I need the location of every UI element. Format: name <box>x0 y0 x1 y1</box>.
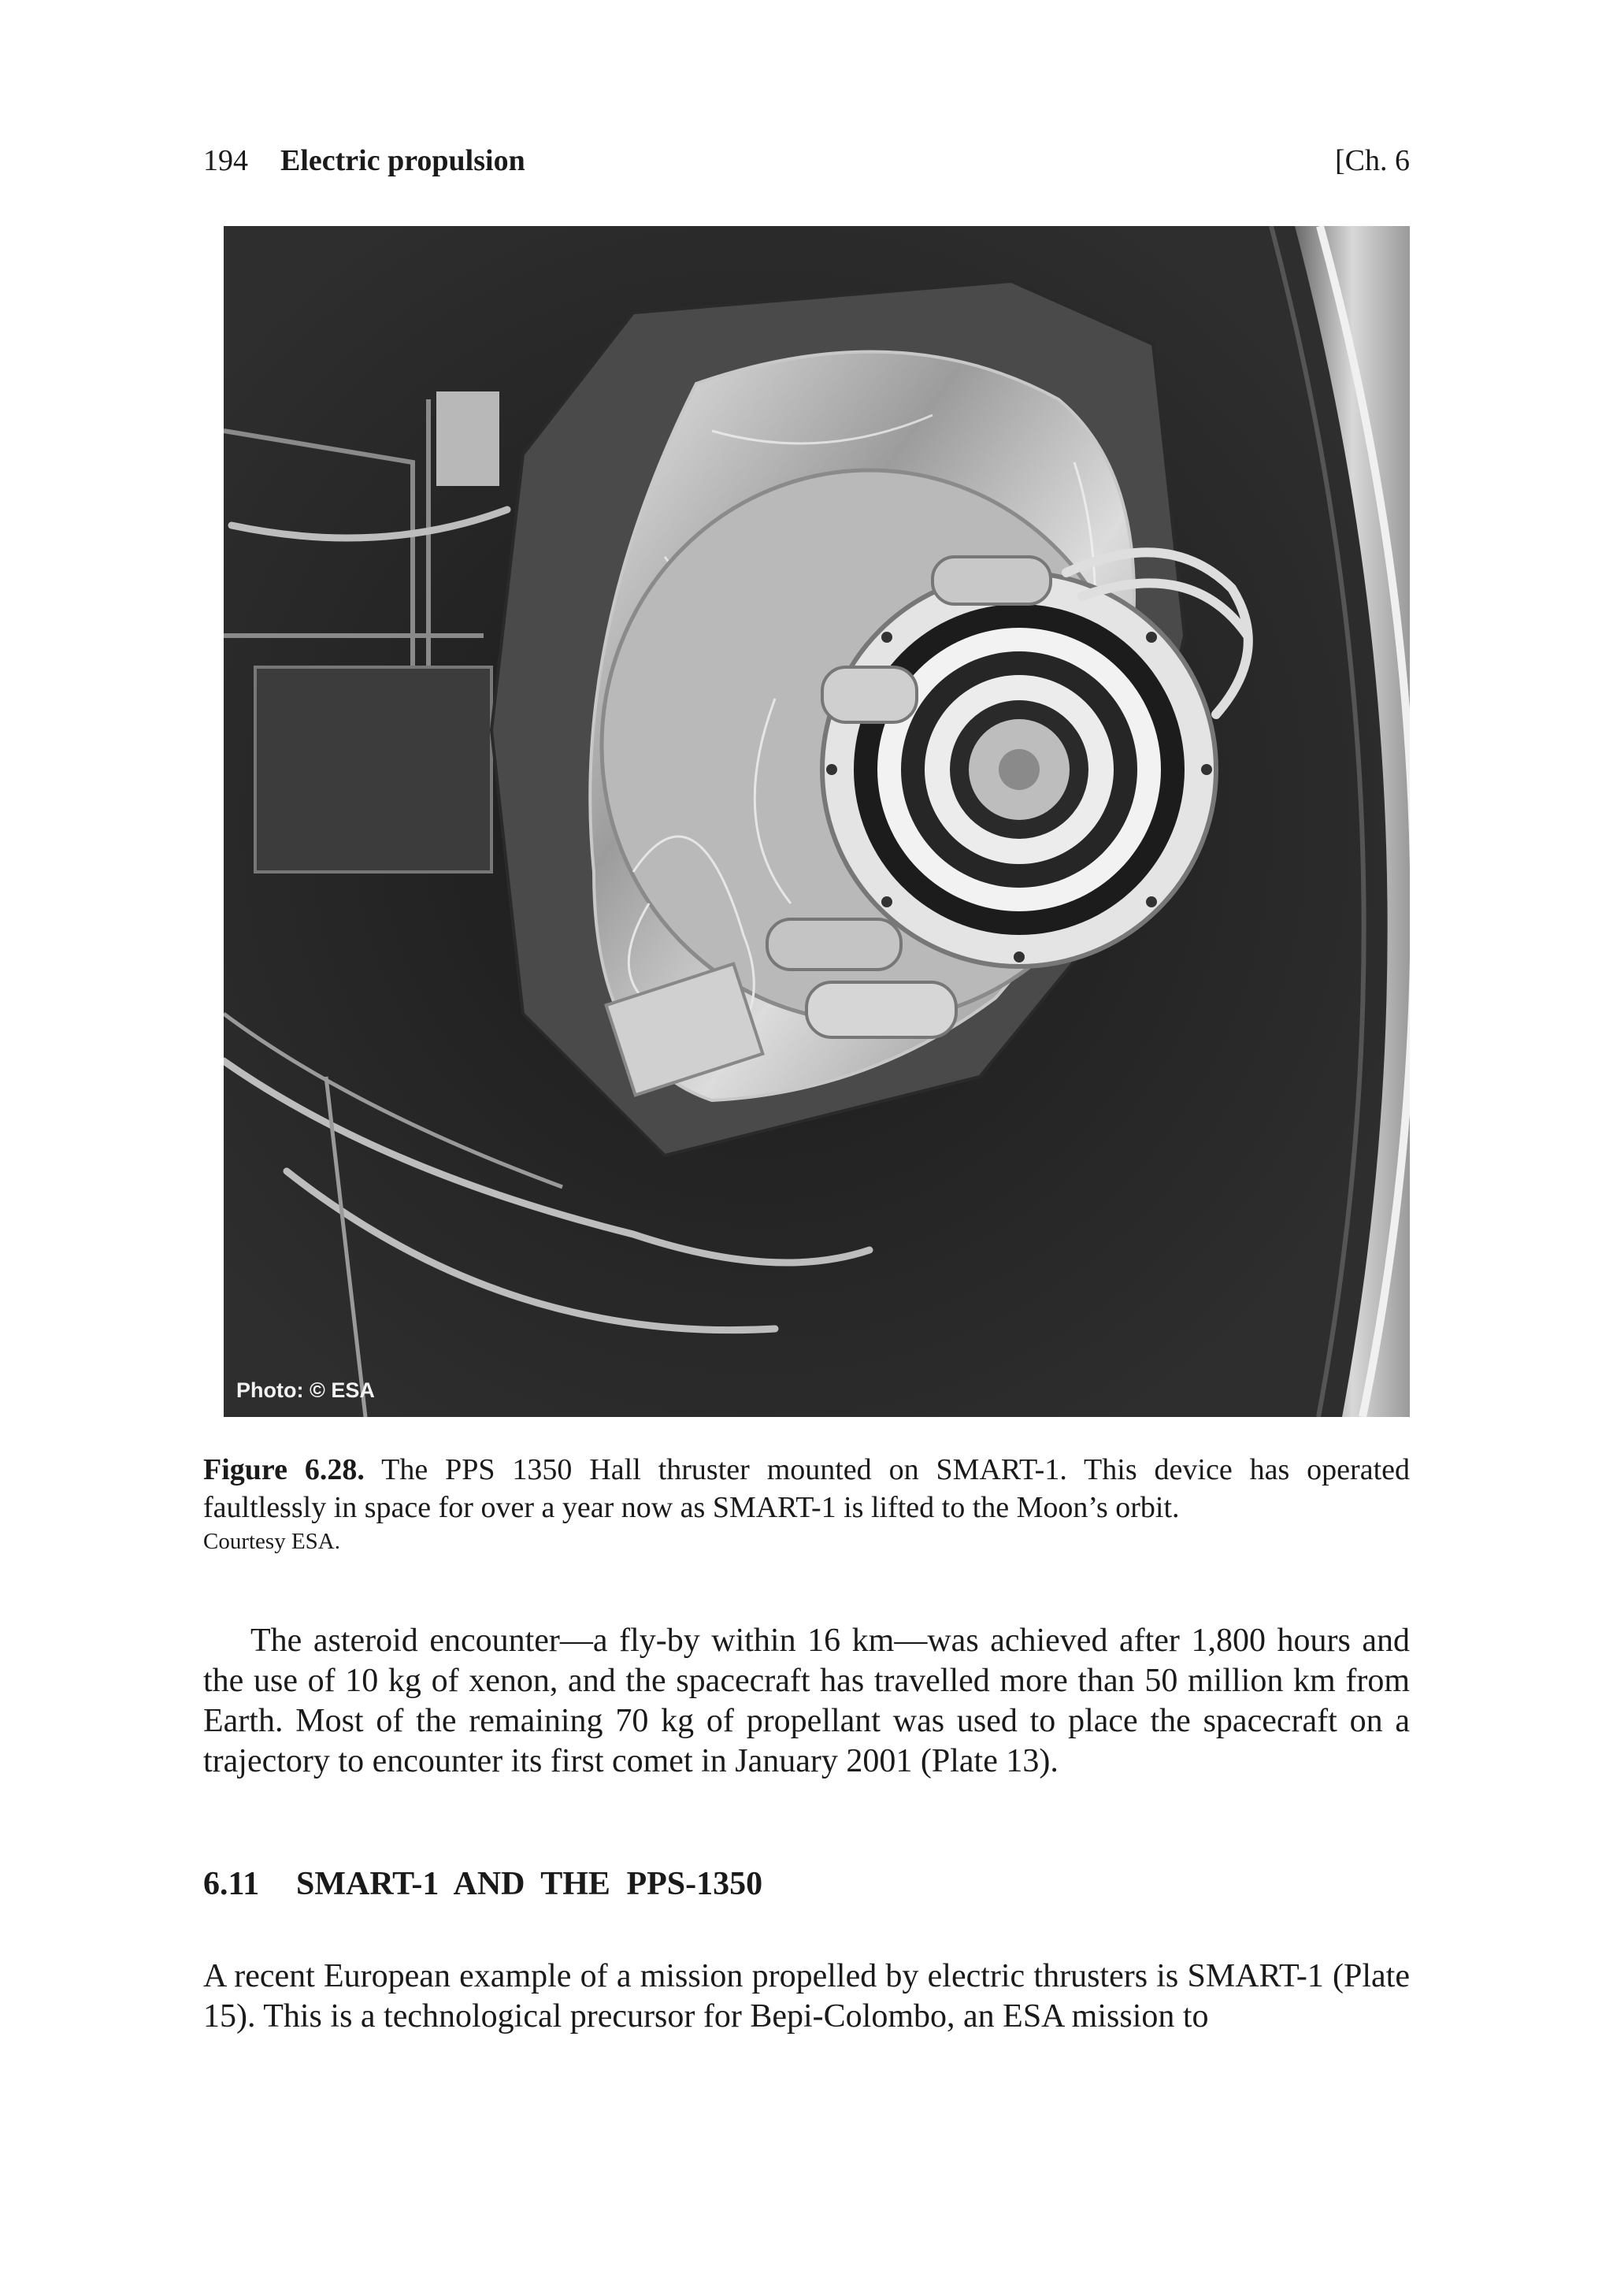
body-paragraph-asteroid-encounter: The asteroid encounter—a fly-by within 16 km—was achieved after 1,800 hours and the use of 10 kg of xenon, and the spacecraft has travelled more than 50 million km from Earth. Most of the remaining 70 kg of propellant was used to place the spacecraft on a trajectory to encounter its first comet in January 2001 (Plate 13). <box>203 1623 1410 1779</box>
thruster-photo <box>224 226 1410 1417</box>
figure-caption-text: The PPS 1350 Hall thruster mounted on SMART-1. This device has operated faultlessly in space for over a year now as SMART-1 is lifted to the Moon’s orbit. <box>203 1453 1410 1524</box>
running-header <box>203 139 1410 183</box>
caption-credit: Courtesy ESA. <box>203 1529 340 1554</box>
figure-caption <box>203 1451 1410 1555</box>
chapter-reference: [Ch. 6 <box>1335 144 1410 177</box>
section-heading <box>203 1862 1410 1906</box>
running-section-title: Electric propulsion <box>280 144 525 177</box>
photo-credit: Photo: © ESA <box>236 1378 375 1402</box>
section-heading-text: SMART-1 AND THE PPS-1350 <box>296 1866 763 1902</box>
thruster-photo-illustration <box>224 226 1410 1417</box>
section-number: 6.11 <box>203 1866 260 1902</box>
body-paragraph-smart1: A recent European example of a mission propelled by electric thrusters is SMART-1 (Plate 15). This is a technological precursor for Bepi-Colombo, an ESA mission to <box>203 1958 1410 2035</box>
page-number: 194 <box>203 144 248 177</box>
figure-label: Figure 6.28. <box>203 1453 365 1486</box>
